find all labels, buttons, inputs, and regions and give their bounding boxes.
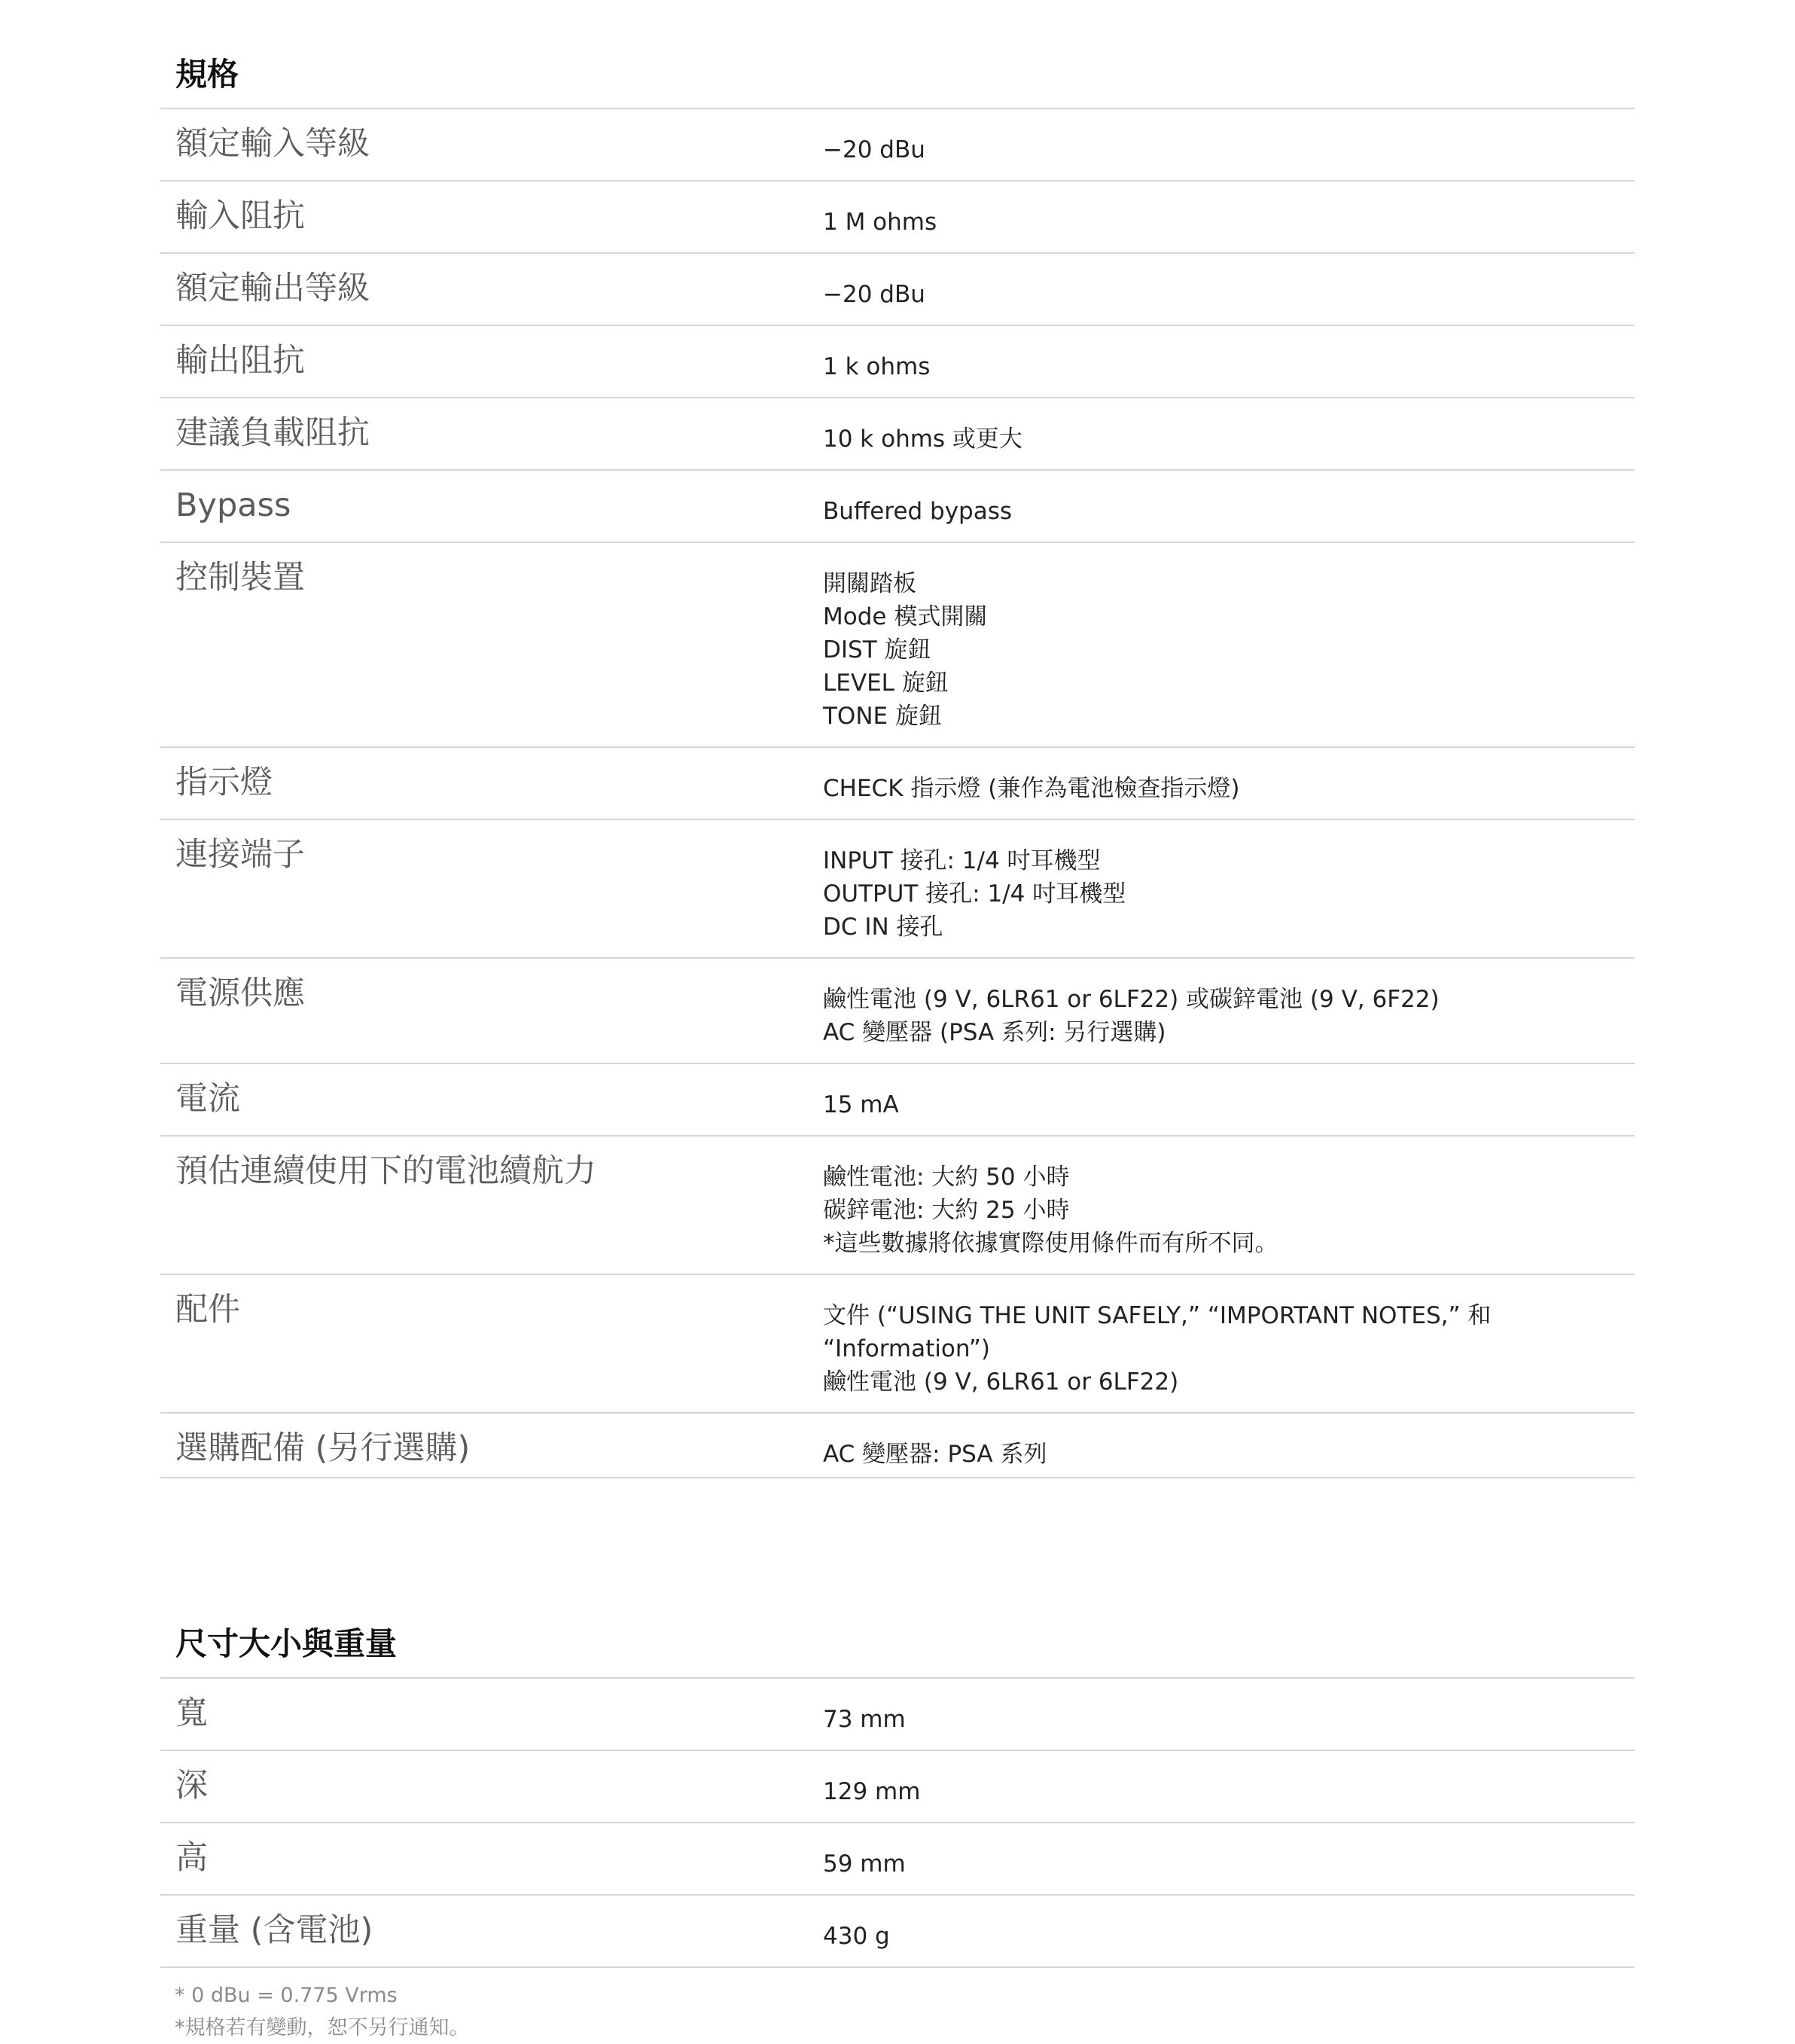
- spec-label: 輸出阻抗: [175, 342, 305, 380]
- footnote-spec-change: *規格若有變動，恕不另行通知。: [175, 2016, 470, 2039]
- spec-row: [160, 1064, 1635, 1136]
- spec-value-line: *這些數據將依據實際使用條件而有所不同。: [823, 1230, 1278, 1257]
- spec-value-line: 鹼性電池 (9 V, 6LR61 or 6LF22) 或碳鋅電池 (9 V, 6F22): [823, 986, 1440, 1013]
- spec-value: [823, 748, 1635, 819]
- spec-value: [823, 1751, 1635, 1822]
- spec-label: 配件: [175, 1291, 240, 1329]
- spec-label: 選購配備 (另行選購): [175, 1429, 471, 1467]
- spec-value: [823, 1136, 1635, 1274]
- spec-value-line: 129 mm: [823, 1778, 921, 1805]
- spec-value-line: 73 mm: [823, 1706, 906, 1733]
- spec-value: [823, 543, 1635, 746]
- spec-value-line: 10 k ohms 或更大: [823, 426, 1022, 453]
- spec-value-line: 碳鋅電池: 大約 25 小時: [823, 1197, 1070, 1224]
- spec-row: [160, 820, 1635, 959]
- spec-value-line: 15 mA: [823, 1091, 899, 1118]
- spec-value-line: INPUT 接孔: 1/4 吋耳機型: [823, 847, 1101, 874]
- spec-value: [823, 182, 1635, 252]
- spec-label: 額定輸入等級: [175, 125, 370, 163]
- spec-value: [823, 471, 1635, 542]
- spec-value: [823, 1064, 1635, 1135]
- spec-value: [823, 959, 1635, 1063]
- spec-value-line: 1 M ohms: [823, 209, 937, 236]
- spec-value-line: 文件 (“USING THE UNIT SAFELY,” “IMPORTANT NOTES,” 和: [823, 1302, 1492, 1329]
- footnotes: [175, 1979, 470, 2044]
- spec-value: [823, 254, 1635, 325]
- spec-label: 控制裝置: [175, 559, 305, 596]
- spec-label: 高: [175, 1839, 208, 1877]
- spec-row: [160, 959, 1635, 1064]
- spec-value-line: DIST 旋鈕: [823, 636, 931, 664]
- spec-label: 電源供應: [175, 975, 305, 1012]
- spec-label: 重量 (含電池): [175, 1911, 373, 1949]
- spec-value-line: 鹼性電池: 大約 50 小時: [823, 1164, 1070, 1191]
- spec-section-title: 規格: [175, 56, 239, 93]
- spec-row: [160, 254, 1635, 326]
- spec-value-line: LEVEL 旋鈕: [823, 670, 949, 697]
- spec-row: [160, 1679, 1635, 1751]
- spec-value-line: CHECK 指示燈 (兼作為電池檢查指示燈): [823, 775, 1240, 802]
- spec-row: [160, 543, 1635, 748]
- spec-label: Bypass: [175, 487, 291, 524]
- spec-value-line: DC IN 接孔: [823, 914, 943, 941]
- spec-value-line: 1 k ohms: [823, 353, 931, 380]
- spec-value: [823, 109, 1635, 180]
- spec-value-line: Buffered bypass: [823, 498, 1013, 525]
- spec-value: [823, 1679, 1635, 1750]
- spec-value: [823, 1414, 1635, 1477]
- spec-value: [823, 326, 1635, 397]
- spec-value-line: AC 變壓器: PSA 系列: [823, 1441, 1047, 1468]
- spec-label: 輸入阻抗: [175, 197, 305, 235]
- spec-row: [160, 1896, 1635, 1968]
- spec-label: 寬: [175, 1695, 208, 1732]
- spec-value: [823, 1896, 1635, 1966]
- spec-label: 額定輸出等級: [175, 270, 370, 307]
- spec-row: [160, 1275, 1635, 1414]
- spec-value: [823, 1823, 1635, 1894]
- spec-label: 建議負載阻抗: [175, 414, 370, 452]
- spec-row: [160, 109, 1635, 182]
- spec-label: 深: [175, 1767, 208, 1805]
- spec-value-line: 鹼性電池 (9 V, 6LR61 or 6LF22): [823, 1368, 1179, 1396]
- spec-label: 預估連續使用下的電池續航力: [175, 1152, 596, 1190]
- spec-value-line: Mode 模式開關: [823, 603, 988, 630]
- spec-row: [160, 471, 1635, 543]
- spec-value-line: TONE 旋鈕: [823, 703, 942, 730]
- spec-value-line: −20 dBu: [823, 136, 925, 163]
- spec-value-line: 59 mm: [823, 1850, 906, 1878]
- spec-row: [160, 1136, 1635, 1275]
- spec-value-line: “Information”): [823, 1335, 990, 1362]
- spec-row: [160, 326, 1635, 398]
- spec-label: 連接端子: [175, 836, 305, 874]
- spec-value: [823, 820, 1635, 957]
- dimension-section-title: 尺寸大小與重量: [175, 1625, 398, 1662]
- spec-table: [160, 108, 1635, 1478]
- spec-row: [160, 748, 1635, 820]
- spec-row: [160, 1823, 1635, 1896]
- spec-value-line: 開關踏板: [823, 570, 916, 597]
- footnote-dbu: * 0 dBu = 0.775 Vrms: [175, 1984, 398, 2007]
- spec-value-line: −20 dBu: [823, 281, 925, 308]
- dimension-table: [160, 1677, 1635, 1968]
- spec-label: 指示燈: [175, 764, 273, 801]
- spec-row: [160, 1751, 1635, 1823]
- spec-value: [823, 398, 1635, 469]
- spec-row: [160, 398, 1635, 471]
- spec-row: [160, 1414, 1635, 1478]
- spec-value-line: 430 g: [823, 1923, 890, 1950]
- spec-value: [823, 1275, 1635, 1412]
- spec-row: [160, 182, 1635, 254]
- spec-value-line: AC 變壓器 (PSA 系列: 另行選購): [823, 1019, 1166, 1046]
- spec-label: 電流: [175, 1080, 240, 1118]
- spec-value-line: OUTPUT 接孔: 1/4 吋耳機型: [823, 880, 1126, 908]
